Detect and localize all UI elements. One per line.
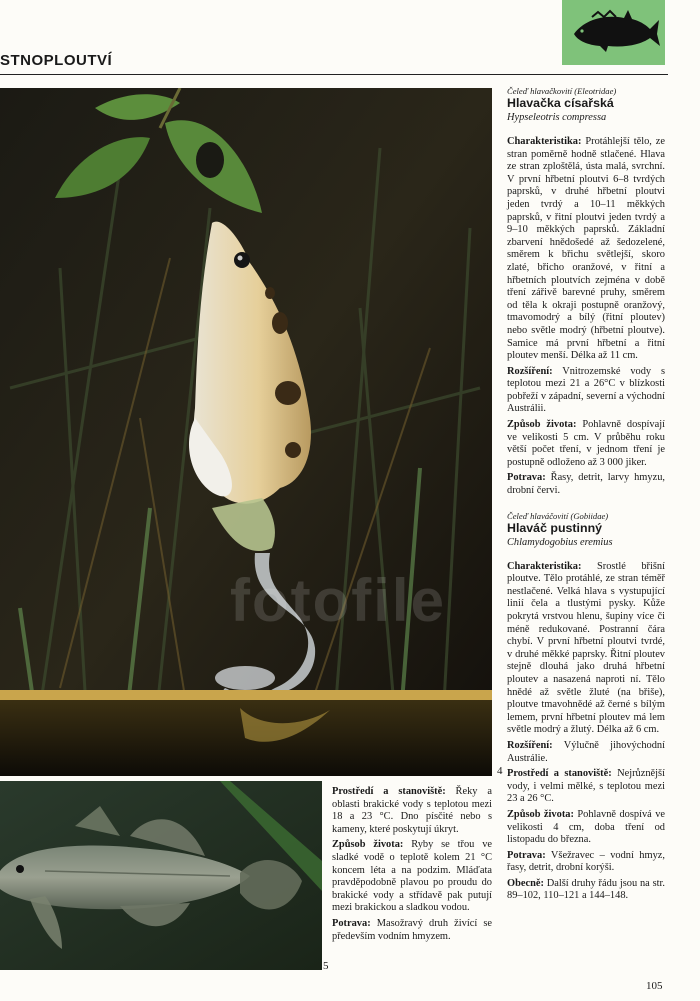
species2-family: Čeleď hlaváčovití (Gobiidae) bbox=[507, 510, 609, 521]
species2-life: Způsob života: Pohlavně dospívá ve velikosti 4 cm, doba tření od listopadu do března. bbox=[507, 808, 665, 846]
species1-latin: Hypseleotris compressa bbox=[507, 112, 607, 123]
species1-food: Potrava: Řasy, detrit, larvy hmyzu, drobní červi. bbox=[507, 472, 665, 497]
section-title: STNOPLOUTVÍ bbox=[0, 52, 113, 69]
continued-food: Potrava: Masožravý druh živící se především vodním hmyzem. bbox=[332, 917, 492, 942]
species2-range: Rozšíření: Výlučně jihovýchodní Austrálie. bbox=[507, 739, 665, 764]
continued-life: Způsob života: Ryby se třou ve sladké vodě o teplotě kolem 21 °C koncem léta a na podzim. Mláďata pravděpodobně plavou po proudu do brakické vody a střídavě pak putují mezi brakickou a sladkou vodou. bbox=[332, 839, 493, 914]
species1-family: Čeleď hlavačkovití (Eleotridae) bbox=[507, 86, 617, 96]
species2-general: Obecně: Další druhy řádu jsou na str. 89–102, 110–121 a 144–148. bbox=[507, 877, 665, 902]
species2-latin: Chlamydogobius eremius bbox=[507, 536, 613, 548]
species2-habitat: Prostředí a stanoviště: Nejrůznější vody, i velmi mělké, s teplotou mezi 23 a 26 °C. bbox=[507, 768, 665, 805]
species2-name: Hlaváč pustinný bbox=[507, 520, 603, 535]
continued-habitat: Prostředí a stanoviště: Řeky a oblasti brakické vody s teplotou mezi 18 a 23 °C. Dno písčité nebo s kameny, které poskytují úkryt. bbox=[332, 786, 492, 835]
species-column bbox=[507, 86, 665, 906]
figure-number-small: 5 bbox=[323, 960, 329, 972]
figure-number-main: 4 bbox=[497, 765, 503, 777]
species1-range: Rozšíření: Vnitrozemské vody s teplotou mezi 21 a 26°C v blízkosti pobřeží v západní, severní a východní Austrálii. bbox=[507, 365, 665, 415]
species1-characteristics: Charakteristika: Protáhlejší tělo, ze stran poměrně hodně stlačené. Hlava ze stran zploštělá, ústa malá, svrchní. V první hřbetní ploutvi 6–8 tvrdých paprsků, v druhé hřbetní ploutvi jeden tvrdý a 10–11 měkkých paprsků, v řitní ploutvi jeden tvrdý a 9–10 měkkých paprsků. Základní zbarvení hnědošedé až šedozelené, směrem k břichu světlejší, skoro zlaté, břicho oranžové, v řitní a hřbetních ploutvích zejména v době tření zářivě barevné pruhy, směrem od těla k okraji postupně oranžový, tmavomodrý a bílý (řitní ploutev) nebo světle modrý (hřbetní ploutve). Samice má první hřbetní a řitní ploutev menší. Délka až 11 cm. bbox=[507, 136, 665, 362]
page-number: 105 bbox=[646, 980, 663, 992]
species1-name: Hlavačka císařská bbox=[507, 96, 614, 110]
continued-column bbox=[332, 786, 492, 946]
header-rule bbox=[0, 74, 668, 75]
goby-photo bbox=[0, 781, 322, 970]
species2-food: Potrava: Všežravec – vodní hmyz, řasy, detrit, drobní korýši. bbox=[507, 849, 665, 874]
perch-icon bbox=[562, 0, 665, 65]
fish-badge bbox=[562, 0, 665, 65]
species1-life: Způsob života: Pohlavně dospívají ve velikosti 5 cm. V průběhu roku větší počet tření, v jednom tření je postupně odloženo až 3 000 jiker. bbox=[507, 419, 665, 468]
archerfish-photo bbox=[0, 88, 492, 776]
watermark-text: fotofile bbox=[230, 567, 446, 634]
species2-characteristics: Charakteristika: Srostlé břišní ploutve. Tělo protáhlé, ze stran téměř nestlačené. Velká hlava s vystupující linií čela a tlustými pysky. Kůže pokrytá vrstvou hlenu, šupiny více či méně redukované. Postranní čára chybí. V první hřbetní ploutvi tvrdé, v druhé měkké paprsky. Řitní ploutev stejně dlouhá jako druhá hřbetní ploutev a nasazená naproti ní. Tělo hnědé až světle žluté (na břiše), ploutve tmavohnědé až černé s bílým lemem, první hřbetní ploutev má lem světle modrý a žlutý. Délka až 6 cm. bbox=[507, 560, 665, 736]
